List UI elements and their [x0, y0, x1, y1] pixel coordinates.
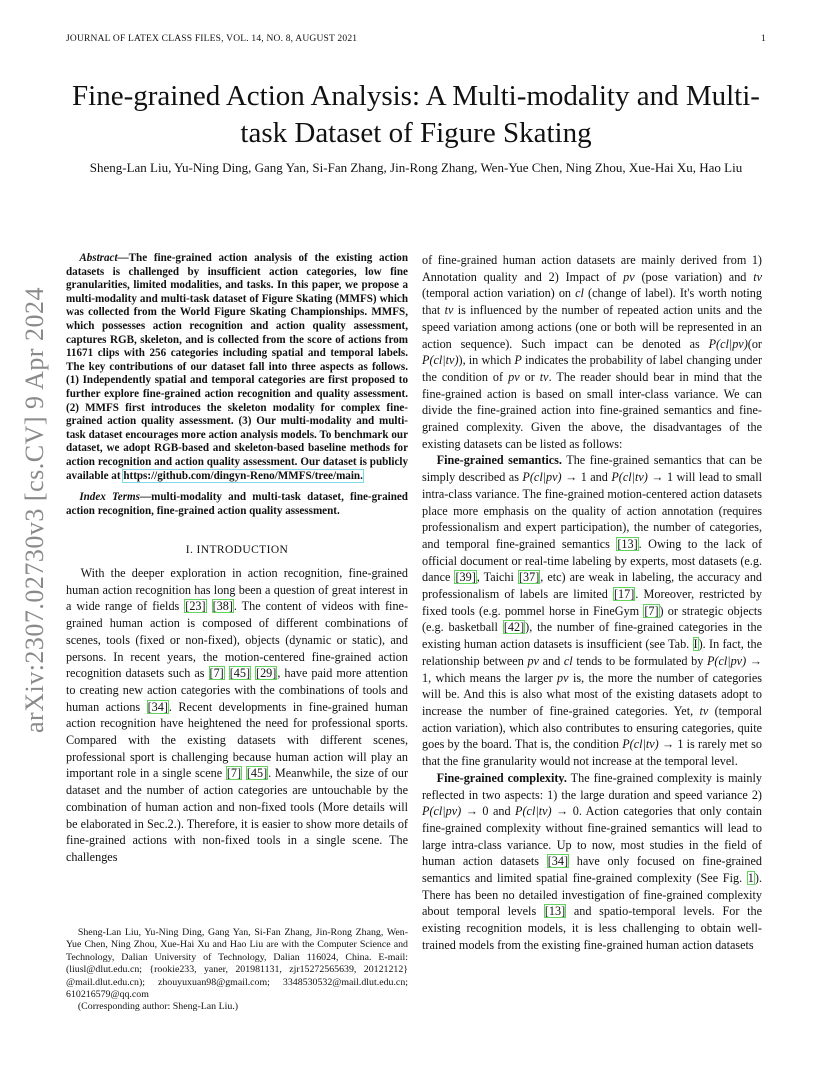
citation-link[interactable]: [29] — [256, 666, 277, 681]
math-pv: pv — [508, 369, 520, 384]
text-run: The fine-grained semantics that can be simply described as — [422, 453, 762, 485]
citation-link[interactable]: [45] — [229, 666, 251, 681]
paper-title: Fine-grained Action Analysis: A Multi-modality and Multi-task Dataset of Figure Skating — [72, 80, 760, 149]
text-run: (temporal action variation), which also contributes to ensuring categories, quite goes by the board. That is, the condition — [422, 703, 762, 752]
index-terms-label: Index Terms — [79, 491, 140, 504]
text-run: have only focused on fine-grained semantics and limited spatial fine-grained complexity (See Fig. — [422, 854, 762, 886]
complexity-paragraph — [422, 770, 762, 954]
paragraph-heading: Fine-grained semantics. — [436, 453, 562, 468]
text-run: . The content of videos with fine-grained human action is composed of different combinations of scenes, tools (fixed or non-fixed), objects (dynamic or static), and persons. In recent years, the motion-centered fine-grained action recognition datasets such as — [66, 599, 409, 681]
math-tv: tv — [444, 303, 454, 318]
journal-line: JOURNAL OF LATEX CLASS FILES, VOL. 14, NO. 8, AUGUST 2021 — [66, 34, 358, 44]
text-run: (change of label). It's worth noting that — [422, 286, 762, 318]
citation-link[interactable]: [34] — [147, 699, 168, 714]
text-run: → 0 and — [461, 804, 516, 819]
text-run: . Meanwhile, the size of our dataset and the number of action categories are untouchable by the combination of human action and non-fixed tools (More details will be elaborated in Sec.2.). Therefore, it is easier to show more details of fine-grained actions with non-fixed tools in a single scene. The challenges — [66, 766, 409, 864]
text-run: is, the more the number of categories will be. And this is also what most of the existing datasets adopt to increase the number of fine-grained categories. Yet, — [422, 670, 762, 718]
text-run: ), the number of fine-grained categories in the existing human action datasets is insufficient (see Tab. — [422, 620, 762, 652]
text-run: and — [538, 653, 564, 668]
index-terms-text: —multi-modality and multi-task dataset, fine-grained action recognition, fine-grained action quality assessment. — [66, 491, 408, 517]
text-run: , have paid more attention to creating new action categories with the combinations of tools and human actions — [66, 666, 408, 714]
text-run: (pose variation) and — [634, 269, 754, 284]
text-run: ), in which — [458, 353, 515, 368]
text-run: of fine-grained human action datasets are mainly derived from 1) Annotation quality and 2) Impact of — [422, 253, 762, 284]
intro-paragraph-continued — [422, 252, 762, 452]
text-run: With the deeper exploration in action recognition, fine-grained human action recognition has long been a question of great interest in a wide range of fields — [66, 565, 408, 614]
citation-link[interactable]: [23] — [185, 599, 206, 614]
abstract — [66, 252, 408, 483]
text-run: indicates the probability of label changing under the condition of — [422, 353, 762, 384]
math-pcl-tv: P(cl|tv) — [611, 470, 648, 485]
citation-link[interactable]: [42] — [503, 620, 525, 635]
citation-link[interactable]: [13] — [544, 904, 566, 919]
text-run: ) or strategic objects (e.g. basketball — [422, 603, 763, 635]
citation-link[interactable]: [39] — [455, 570, 476, 585]
citation-link[interactable]: [13] — [617, 536, 638, 551]
citation-link[interactable]: [38] — [212, 599, 233, 614]
section-heading-introduction: I. INTRODUCTION — [185, 544, 289, 557]
math-tv: tv — [699, 703, 709, 718]
math-cl: cl — [575, 286, 584, 301]
math-tv: tv — [539, 369, 549, 384]
text-run: → 1 is rarely met so that the fine granularity would not increase at the temporal level. — [422, 737, 762, 769]
math-pcl-pv: P(cl|pv) — [522, 470, 562, 485]
arxiv-stamp — [20, 286, 49, 734]
citation-link[interactable]: [7] — [209, 666, 224, 681]
math-pcl-pv: P(cl|pv) — [708, 336, 748, 351]
text-run: and spatio-temporal levels. For the existing recognition models, it is less challenging to obtain well-trained models from the existing fine-grained human action datasets — [422, 904, 762, 952]
text-run: The fine-grained complexity is mainly reflected in two aspects: 1) the large duration and speed variance 2) — [422, 770, 762, 802]
math-pv: pv — [623, 269, 635, 284]
page-number: 1 — [761, 34, 766, 44]
paragraph-heading: Fine-grained complexity. — [436, 770, 567, 785]
running-header — [66, 34, 766, 44]
table-reference-link[interactable]: I — [693, 637, 698, 652]
affiliation-note: Sheng-Lan Liu, Yu-Ning Ding, Gang Yan, Si-Fan Zhang, Jin-Rong Zhang, Wen-Yue Chen, Ning Zhou, Xue-Hai Xu and Hao Liu are with the Computer Science and Technology, Dalian University of Technology, Dalian 116024, China. E-mail: (liusl@dlut.edu.cn; {rookie233, yaner, 201981131, zjr15272565639, 20121212} @mail.dlut.edu.cn); zhouyuxuan98@gmail.com; 3348530532@mail.dlut.edu.cn; 610216579@qq.com — [66, 927, 408, 1001]
math-pcl-tv: P(cl|tv) — [622, 737, 659, 752]
text-run: , etc) are weak in labeling, the accuracy and professionalism of labels are limited — [422, 570, 763, 602]
abstract-text: —The fine-grained action analysis of the existing action datasets is challenged by insufficient action categories, low fine granularities, limited modalities, and tasks. In this paper, we propose a multi-modality and multi-task dataset of Figure Skating (MMFS) which was collected from the World Figure Skating Championships. MMFS, which possesses action recognition and action quality assessment, captures RGB, skeleton, and is collected from the score of actions from 11671 clips with 256 categories including spatial and temporal labels. The key contributions of our dataset fall into three aspects as follows. (1) Independently spatial and temporal categories are first proposed to further explore fine-grained action recognition and quality assessment. (2) MMFS first introduces the skeleton modality for complex fine-grained action quality assessment. (3) Our multi-modality and multi-task dataset encourages more action analysis models. To benchmark our dataset, we adopt RGB-based and skeleton-based baseline methods for action recognition and action quality assessment. Our dataset is publicly available at — [66, 252, 408, 482]
text-run: tends to be formulated by — [572, 653, 707, 668]
text-run: → 1 and — [561, 470, 612, 485]
text-run: (temporal action variation) on — [422, 286, 576, 301]
intro-paragraph — [66, 565, 408, 866]
author-list: Sheng-Lan Liu, Yu-Ning Ding, Gang Yan, Si-Fan Zhang, Jin-Rong Zhang, Wen-Yue Chen, Ning Zhou, Xue-Hai Xu, Hao Liu — [89, 160, 743, 175]
text-run: → 1 will lead to small intra-class variance. The fine-grained motion-centered action datasets place more emphasis on the quality of action annotation (requires professionalism and expert participation), the number of categories, and temporal fine-grained semantics — [422, 470, 762, 551]
math-pcl-tv: P(cl|tv) — [515, 804, 552, 819]
math-p: P — [514, 353, 522, 368]
citation-link[interactable]: [34] — [547, 854, 569, 869]
figure-reference-link[interactable]: 1 — [747, 871, 754, 886]
left-column — [66, 252, 408, 866]
corresponding-author-note: (Corresponding author: Sheng-Lan Liu.) — [77, 1001, 239, 1013]
citation-link[interactable]: [7] — [226, 766, 242, 781]
math-pcl-pv: P(cl|pv) — [422, 804, 462, 819]
citation-link[interactable]: [37] — [518, 570, 540, 585]
math-pcl-pv: P(cl|pv) — [706, 653, 747, 668]
text-run: ). In fact, the relationship between — [422, 637, 762, 668]
math-cl: cl — [563, 653, 573, 668]
citation-link[interactable]: [17] — [614, 587, 635, 602]
text-run: → 0. Action categories that only contain fine-grained complexity without fine-grained semantics will lead to large intra-class variance. Up to now, most studies in the field of human action datasets — [422, 804, 762, 869]
math-pv: pv — [527, 653, 539, 668]
citation-link[interactable]: [45] — [246, 766, 268, 781]
text-run: . Moreover, restricted by fixed tools (e.g. pommel horse in FineGym — [422, 587, 762, 618]
text-run: is influenced by the number of repeated action units and the speed variation among actions (one or both will be represented in an action sequence). Such impact can be denoted as — [422, 303, 762, 351]
text-run: . The reader should bear in mind that the fine-grained action is based on small inter-class variance. We can divide the fine-grained action into fine-grained semantics and fine-grained complexity. Given the above, the disadvantages of the existing datasets can be listed as follows: — [422, 369, 763, 451]
citation-link[interactable]: [7] — [644, 603, 659, 618]
author-footnote — [66, 927, 408, 1014]
text-run: (or — [747, 336, 762, 351]
abstract-label: Abstract — [79, 252, 118, 264]
math-tv: tv — [753, 269, 762, 284]
right-column — [422, 252, 762, 954]
math-pv: pv — [557, 670, 569, 685]
text-run: . Owing to the lack of official document or real-time labeling by experts, most datasets (e.g. dance — [422, 536, 762, 585]
semantics-paragraph — [422, 452, 762, 769]
arxiv-stamp-text: arXiv:2307.02730v3 [cs.CV] 9 Apr 2024 — [20, 286, 49, 734]
text-run: ). There has been no detailed investigation of fine-grained complexity about temporal levels — [422, 871, 762, 919]
math-pcl-tv: P(cl|tv) — [422, 353, 459, 368]
text-run: → 1, which means the larger — [422, 653, 762, 685]
text-run: or — [519, 369, 540, 384]
index-terms — [66, 491, 408, 518]
text-run: . Recent developments in fine-grained human action recognition have heightened the need for professional sports. Compared with the existing datasets with different scenes, professional sport is challenging because human action will play an important role in a single scene — [66, 699, 408, 781]
text-run: , Taichi — [476, 570, 518, 585]
dataset-link[interactable]: https://github.com/dingyn-Reno/MMFS/tree/main. — [123, 469, 363, 482]
